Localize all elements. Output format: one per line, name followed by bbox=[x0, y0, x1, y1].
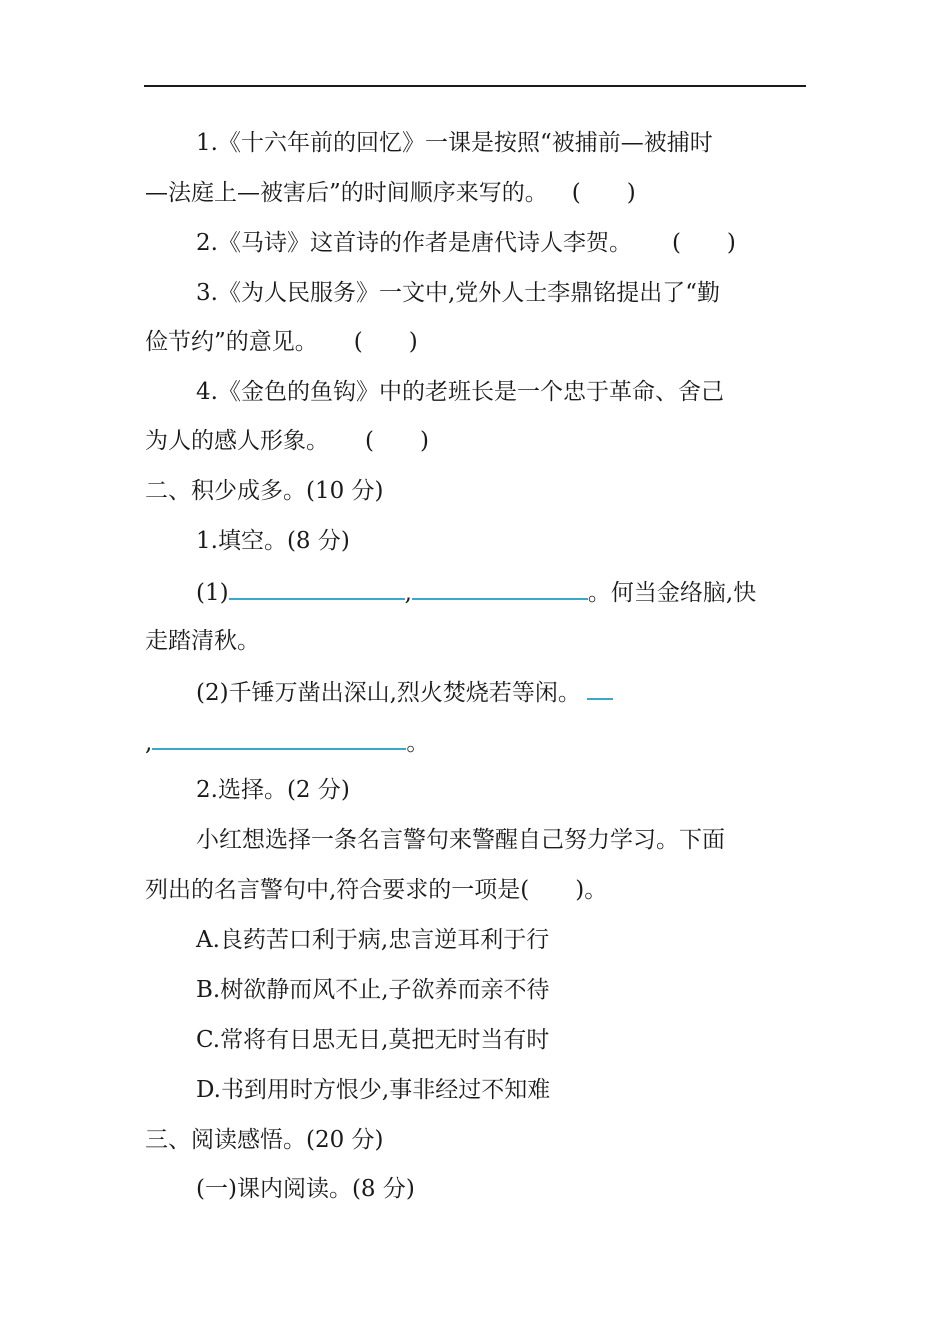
q3-line1: 3.《为人民服务》一文中,党外人士李鼎铭提出了“勤 bbox=[196, 280, 721, 306]
option-a[interactable]: A.良药苦口利于病,忠言逆耳利于行 bbox=[196, 927, 550, 953]
section3-sub: (一)课内阅读。(8 分) bbox=[196, 1176, 415, 1202]
q3-answer-paren[interactable]: ( ) bbox=[353, 329, 418, 355]
header-rule bbox=[144, 85, 806, 87]
section3-title: 三、阅读感悟。(20 分) bbox=[145, 1127, 384, 1153]
option-d[interactable]: D.书到用时方恨少,事非经过不知难 bbox=[196, 1077, 551, 1103]
fill-blank-3[interactable] bbox=[587, 676, 613, 700]
choose-stem-line2: 列出的名言警句中,符合要求的一项是( )。 bbox=[145, 877, 608, 903]
q2-text: 2.《马诗》这首诗的作者是唐代诗人李贺。 bbox=[196, 230, 632, 256]
fill-item1-suffix: 。何当金络脑,快 bbox=[587, 580, 757, 606]
q4-answer-paren[interactable]: ( ) bbox=[365, 428, 429, 454]
fill-item2-suffix: 。 bbox=[406, 730, 430, 756]
fill-item2-line2 bbox=[145, 726, 807, 758]
fill-blank-1[interactable] bbox=[229, 576, 405, 600]
fill-blank-2[interactable] bbox=[412, 576, 588, 600]
q3-line2 bbox=[145, 327, 807, 357]
q2-line1 bbox=[196, 228, 807, 258]
fill-item1-sep: , bbox=[404, 580, 412, 606]
fill-item1-prefix: (1) bbox=[196, 580, 229, 606]
q1-answer-paren[interactable]: ( ) bbox=[571, 180, 636, 206]
choose-stem-line1: 小红想选择一条名言警句来警醒自己努力学习。下面 bbox=[196, 827, 725, 853]
q4-line1: 4.《金色的鱼钩》中的老班长是一个忠于革命、舍己 bbox=[196, 379, 724, 405]
option-c[interactable]: C.常将有日思无日,莫把无时当有时 bbox=[196, 1027, 550, 1053]
section2-title: 二、积少成多。(10 分) bbox=[145, 478, 384, 504]
fill-title: 1.填空。(8 分) bbox=[196, 528, 350, 554]
q4-line2 bbox=[145, 426, 807, 456]
fill-blank-4[interactable] bbox=[152, 726, 406, 750]
q1-line2 bbox=[145, 178, 807, 208]
fill-item2-line1 bbox=[196, 676, 807, 708]
option-b[interactable]: B.树欲静而风不止,子欲养而亲不待 bbox=[196, 977, 550, 1003]
fill-item1-line2: 走踏清秋。 bbox=[145, 628, 260, 654]
fill-item2-text: (2)千锤万凿出深山,烈火焚烧若等闲。 bbox=[196, 680, 581, 706]
q4-text: 为人的感人形象。 bbox=[145, 428, 329, 454]
fill-item1-line1 bbox=[196, 576, 807, 608]
fill-item2-prefix: , bbox=[145, 730, 153, 756]
choose-title: 2.选择。(2 分) bbox=[196, 777, 350, 803]
q2-answer-paren[interactable]: ( ) bbox=[671, 230, 736, 256]
q3-text: 俭节约”的意见。 bbox=[145, 329, 318, 355]
q1-text: —法庭上—被害后”的时间顺序来写的。 bbox=[145, 180, 548, 206]
q1-line1: 1.《十六年前的回忆》一课是按照“被捕前—被捕时 bbox=[196, 130, 713, 156]
